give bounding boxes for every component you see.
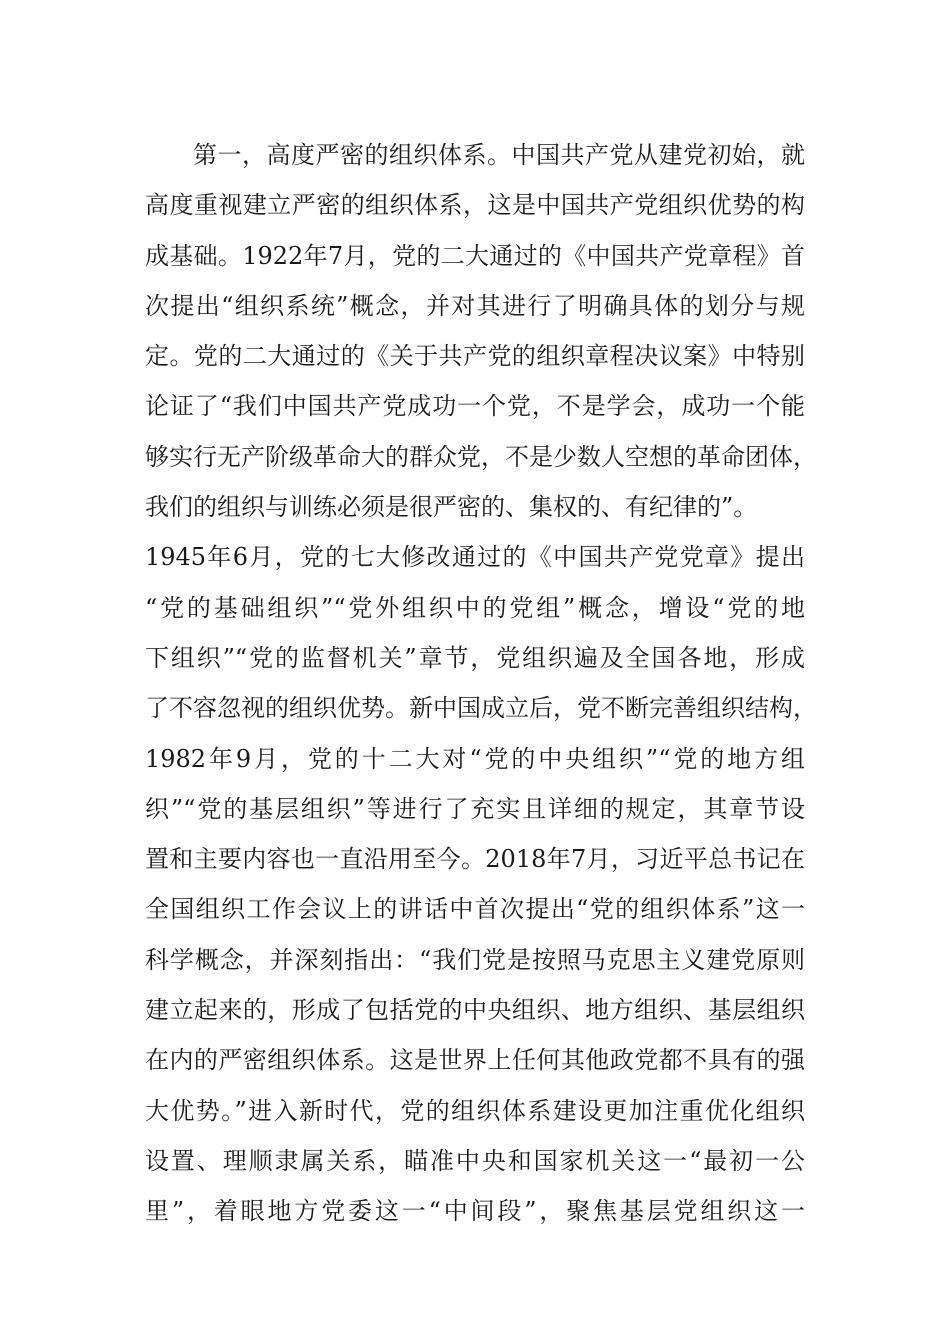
text-line: 1945年6月，党的七大修改通过的《中国共产党党章》提出: [145, 543, 805, 572]
text-line: 1982年9月，党的十二大对“党的中央组织”“党的地方组: [145, 744, 805, 773]
text-line: 置和主要内容也一直沿用至今。2018年7月，习近平总书记在: [145, 845, 805, 874]
text-line: 下组织”“党的监督机关”章节，党组织遍及全国各地，形成: [145, 643, 805, 672]
text-line: 了不容忽视的组织优势。新中国成立后，党不断完善组织结构，: [145, 694, 817, 723]
text-line: 大优势。”进入新时代，党的组织体系建设更加注重优化组织: [145, 1096, 805, 1125]
text-line: 设置、理顺隶属关系，瞄准中央和国家机关这一“最初一公: [145, 1146, 805, 1175]
text-line: 建立起来的，形成了包括党的中央组织、地方组织、基层组织: [145, 996, 805, 1025]
text-line: 次提出“组织系统”概念，并对其进行了明确具体的划分与规: [145, 291, 805, 320]
body-paragraph: [145, 130, 817, 1237]
text-line: 我们的组织与训练必须是很严密的、集权的、有纪律的”。: [145, 493, 758, 522]
text-line: 成基础。1922年7月，党的二大通过的《中国共产党章程》首: [145, 241, 805, 270]
text-line: 在内的严密组织体系。这是世界上任何其他政党都不具有的强: [145, 1046, 805, 1075]
text-line: 里”，着眼地方党委这一“中间段”，聚焦基层党组织这一: [145, 1197, 805, 1226]
text-line: “党的基础组织”“党外组织中的党组”概念，增设“党的地: [145, 593, 805, 622]
text-line: 高度重视建立严密的组织体系，这是中国共产党组织优势的构: [145, 191, 805, 220]
text-line: 够实行无产阶级革命大的群众党，不是少数人空想的革命团体，: [145, 442, 817, 471]
text-line: 全国组织工作会议上的讲话中首次提出“党的组织体系”这一: [145, 895, 805, 924]
text-line: 定。党的二大通过的《关于共产党的组织章程决议案》中特别: [145, 342, 805, 371]
text-line: 论证了“我们中国共产党成功一个党，不是学会，成功一个能: [145, 392, 805, 421]
text-line: 科学概念，并深刻指出：“我们党是按照马克思主义建党原则: [145, 945, 805, 974]
text-line: 第一，高度严密的组织体系。中国共产党从建党初始，就: [193, 141, 805, 169]
text-line: 织”“党的基层组织”等进行了充实且详细的规定，其章节设: [145, 794, 805, 823]
